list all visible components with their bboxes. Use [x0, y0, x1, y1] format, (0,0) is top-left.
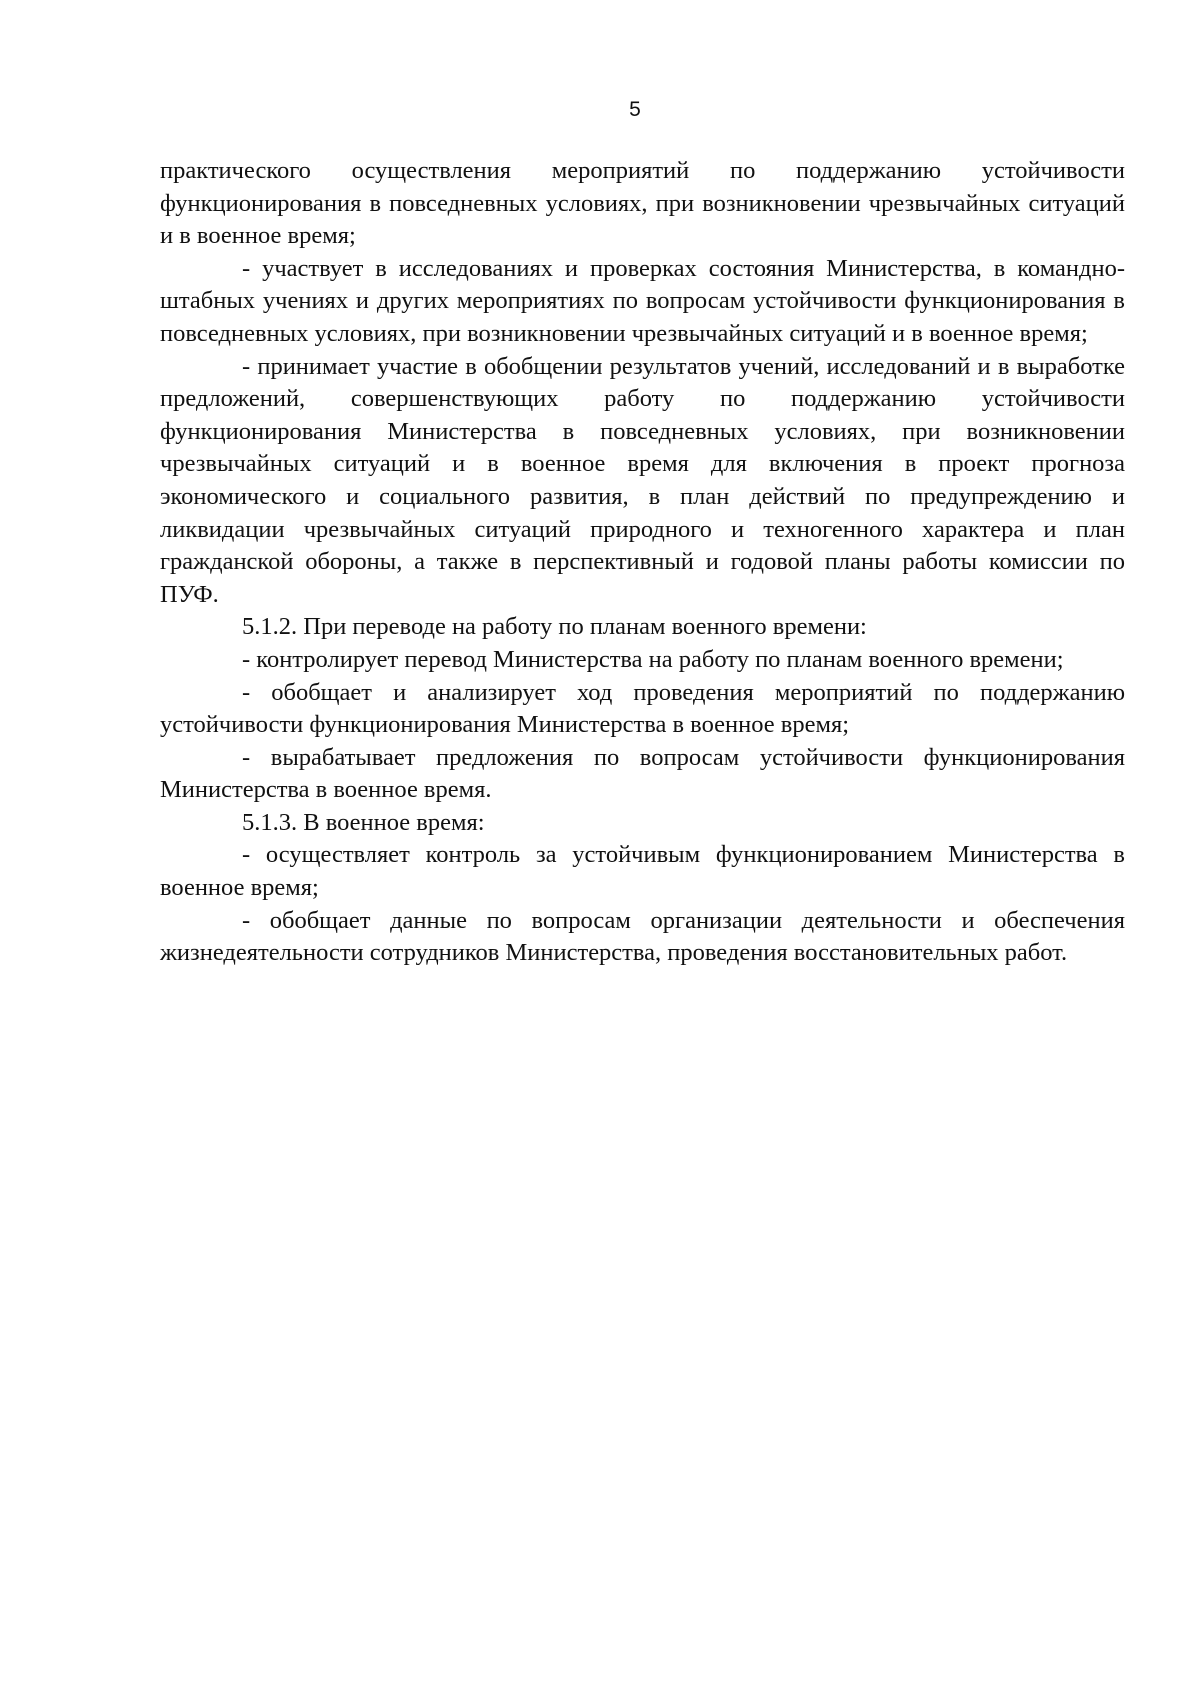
- paragraph-item: - вырабатывает предложения по вопросам устойчивости функционирования Министерства в военное время.: [160, 743, 1125, 804]
- section-heading: 5.1.3. В военное время:: [242, 808, 485, 836]
- paragraph-item: - принимает участие в обобщении результатов учений, исследований и в выработке предложений, совершенствующих работу по поддержанию устойчивости функционирования Министерства в повседневных условиях, при возникновении чрезвычайных ситуаций и в военное время для включения в проект прогноза экономического и социального развития, в план действий по предупреждению и ликвидации чрезвычайных ситуаций природного и техногенного характера и план гражданской обороны, а также в перспективный и годовой планы работы комиссии по ПУФ.: [160, 352, 1125, 608]
- section-heading: 5.1.2. При переводе на работу по планам военного времени:: [242, 613, 867, 641]
- paragraph-item: - участвует в исследованиях и проверках состояния Министерства, в командно-штабных учениях и других мероприятиях по вопросам устойчивости функционирования в повседневных условиях, при возникновении чрезвычайных ситуаций и в военное время;: [160, 254, 1125, 347]
- paragraph-item: - контролирует перевод Министерства на работу по планам военного времени;: [242, 645, 1064, 673]
- paragraph-item: - обобщает и анализирует ход проведения мероприятий по поддержанию устойчивости функционирования Министерства в военное время;: [160, 678, 1125, 739]
- document-body: [160, 155, 1125, 970]
- paragraph-continuation: практического осуществления мероприятий по поддержанию устойчивости функционирования в повседневных условиях, при возникновении чрезвычайных ситуаций и в военное время;: [160, 157, 1125, 250]
- paragraph-item: - обобщает данные по вопросам организации деятельности и обеспечения жизнедеятельности сотрудников Министерства, проведения восстановительных работ.: [160, 906, 1125, 967]
- paragraph-item: - осуществляет контроль за устойчивым функционированием Министерства в военное время;: [160, 841, 1125, 902]
- page-number: 5: [629, 98, 641, 121]
